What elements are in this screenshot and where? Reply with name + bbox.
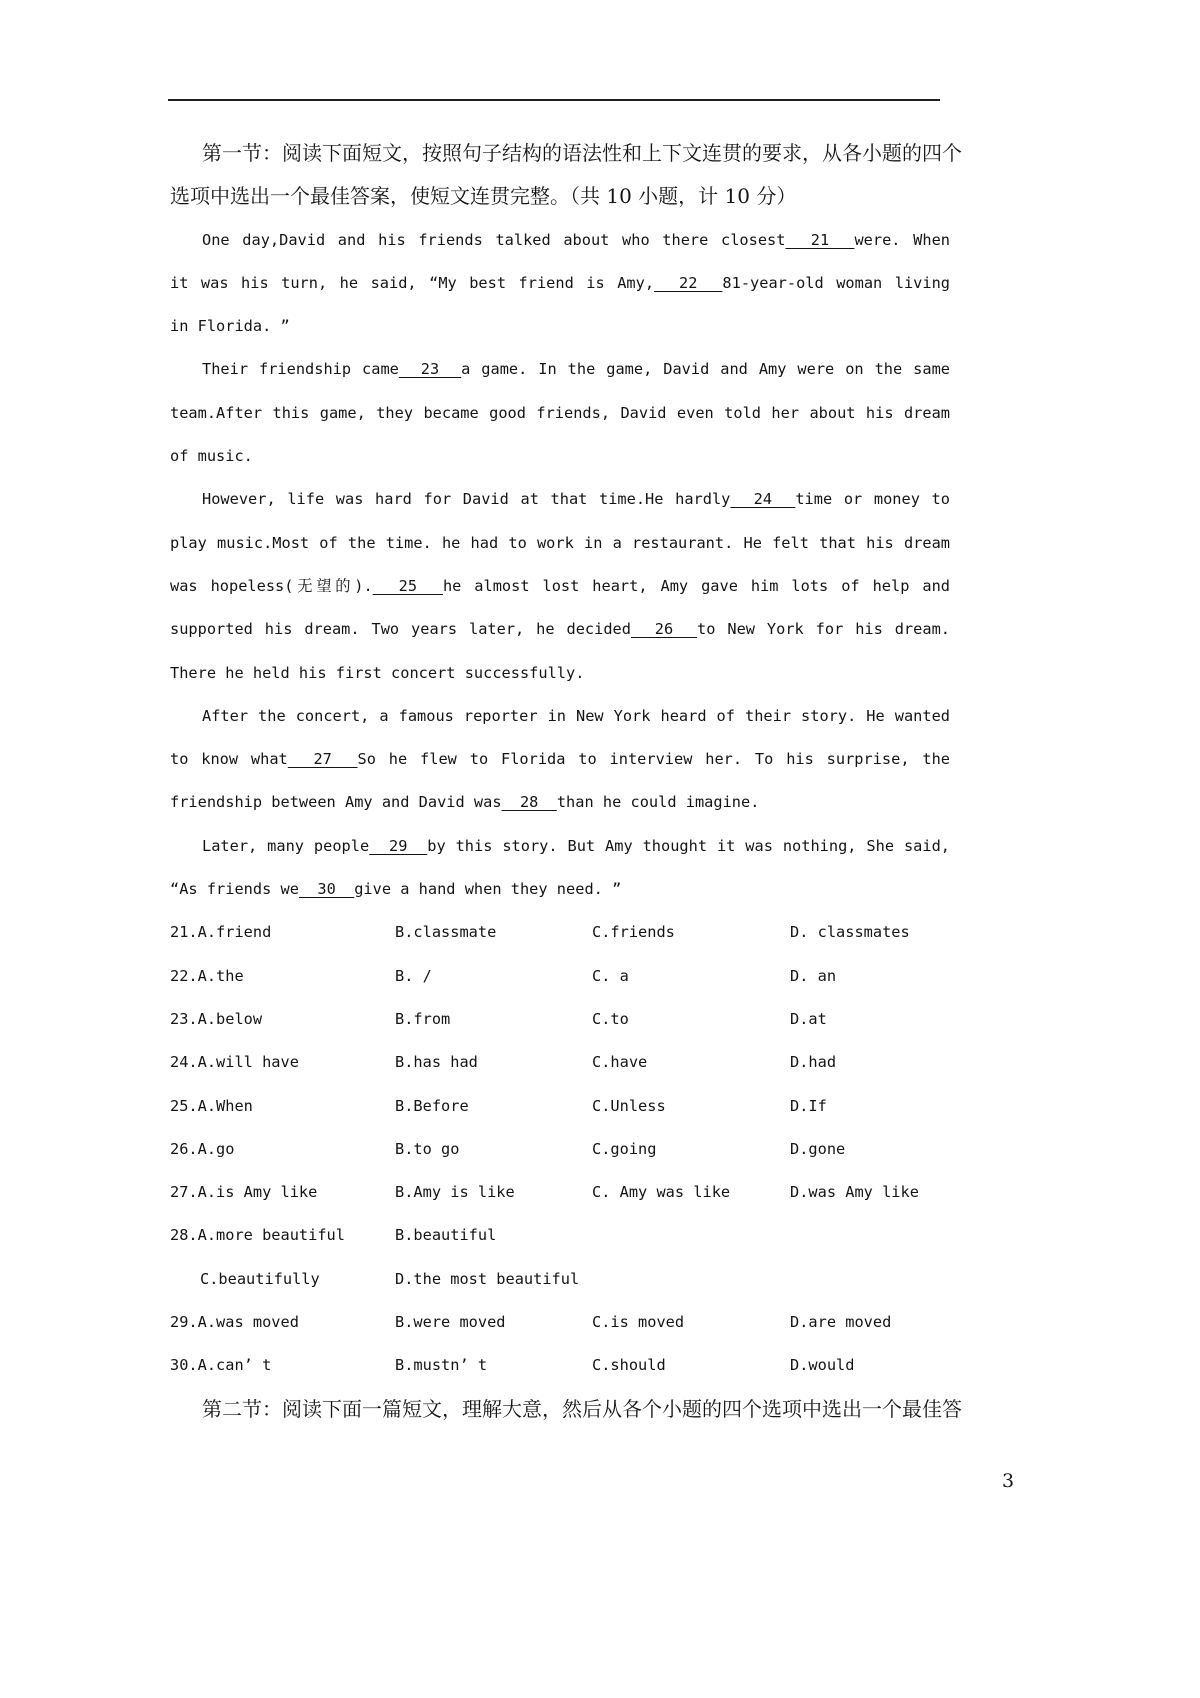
option-cell: 27.A.is Amy like (170, 1183, 318, 1202)
option-cell: 26.A.go (170, 1139, 235, 1158)
options-list (170, 911, 950, 1387)
option-cell: C.Unless (592, 1096, 666, 1115)
option-cell: C.going (592, 1139, 657, 1158)
passage-paragraph (170, 219, 950, 349)
blank-28: 28 (501, 793, 557, 812)
option-cell (790, 1258, 950, 1301)
instruction-line: 第二节：阅读下面一篇短文，理解大意，然后从各个小题的四个选项中选出一个最佳答 (202, 1396, 962, 1421)
option-cell: D.at (790, 1009, 827, 1028)
blank-21: 21 (785, 230, 855, 249)
option-cell: C.friends (592, 923, 675, 942)
option-cell: 21.A.friend (170, 923, 272, 942)
passage-line: play music.Most of the time. he had to work in a restaurant. He felt that his dream (170, 533, 950, 552)
passage-line: There he held his first concert successfully. (170, 663, 585, 682)
passage-line: was hopeless(无望的). 25 he almost lost heart, Amy gave him lots of help and (170, 576, 950, 595)
passage-line: to know what 27 So he flew to Florida to interview her. To his surprise, the (170, 750, 951, 769)
passage-paragraph (170, 825, 950, 912)
option-cell: C.beautifully (200, 1269, 320, 1288)
options-row (170, 1041, 950, 1084)
passage-line: “As friends we 30 give a hand when they need. ” (170, 880, 622, 899)
option-cell: B.beautiful (395, 1226, 497, 1245)
option-cell: B.Before (395, 1096, 469, 1115)
blank-23: 23 (398, 360, 462, 379)
option-cell: D.was Amy like (790, 1183, 919, 1202)
option-cell: D.gone (790, 1139, 846, 1158)
options-row (170, 1258, 950, 1301)
blank-22: 22 (654, 273, 723, 292)
passage-paragraph (170, 348, 950, 478)
passage-paragraph (170, 695, 950, 825)
option-cell: 22.A.the (170, 966, 244, 985)
option-cell: D.are moved (790, 1313, 892, 1332)
option-cell: B.mustn’ t (395, 1356, 488, 1375)
blank-26: 26 (630, 620, 698, 639)
instruction-line: 选项中选出一个最佳答案，使短文连贯完整。（共 10 小题，计 10 分） (170, 184, 797, 209)
option-cell: C. Amy was like (592, 1183, 731, 1202)
option-cell: 23.A.below (170, 1009, 263, 1028)
blank-24: 24 (730, 490, 796, 509)
passage-line: in Florida. ” (170, 317, 290, 336)
header-divider (168, 99, 940, 101)
option-cell: D.would (790, 1356, 855, 1375)
passage-line: friendship between Amy and David was 28 than he could imagine. (170, 793, 760, 812)
option-cell: B.classmate (395, 923, 497, 942)
option-cell: D.If (790, 1096, 827, 1115)
passage-line: After the concert, a famous reporter in New York heard of their story. He wanted (202, 706, 950, 725)
option-cell: 24.A.will have (170, 1053, 299, 1072)
options-row (170, 1085, 950, 1128)
option-cell: C.is moved (592, 1313, 685, 1332)
cloze-passage (170, 219, 950, 912)
option-cell: B.to go (395, 1139, 460, 1158)
option-cell (592, 1214, 790, 1257)
section2-instructions (170, 1388, 962, 1431)
option-cell: B.from (395, 1009, 451, 1028)
option-cell: C.to (592, 1009, 629, 1028)
passage-line: Later, many people 29 by this story. But Amy thought it was nothing, She said, (202, 836, 950, 855)
option-cell (790, 1214, 950, 1257)
option-cell: 30.A.can’ t (170, 1356, 272, 1375)
option-cell: C.have (592, 1053, 648, 1072)
passage-line: team.After this game, they became good friends, David even told her about his dream (170, 403, 950, 422)
option-cell: 29.A.was moved (170, 1313, 299, 1332)
options-row (170, 1171, 950, 1214)
option-cell: D.the most beautiful (395, 1269, 580, 1288)
blank-30: 30 (298, 880, 355, 899)
options-row (170, 911, 950, 954)
option-cell: 25.A.When (170, 1096, 253, 1115)
passage-line: Their friendship came 23 a game. In the game, David and Amy were on the same (202, 360, 950, 379)
options-row (170, 1128, 950, 1171)
blank-29: 29 (369, 836, 428, 855)
option-cell: 28.A.more beautiful (170, 1226, 345, 1245)
instruction-line: 第一节：阅读下面短文，按照句子结构的语法性和上下文连贯的要求，从各小题的四个 (202, 141, 962, 165)
options-row (170, 1301, 950, 1344)
options-row (170, 998, 950, 1041)
option-cell: D.had (790, 1053, 837, 1072)
passage-line: it was his turn, he said, “My best friend is Amy, 22 81-year-old woman living (170, 273, 950, 292)
option-cell: C.should (592, 1356, 666, 1375)
option-cell: B.were moved (395, 1313, 506, 1332)
options-row (170, 1344, 950, 1387)
option-cell: D. classmates (790, 923, 910, 942)
passage-line: One day,David and his friends talked about who there closest 21 were. When (202, 230, 950, 249)
option-cell (592, 1258, 790, 1301)
options-row (170, 955, 950, 998)
section1-instructions (170, 132, 962, 219)
option-cell: B. / (395, 966, 432, 985)
blank-25: 25 (372, 576, 443, 595)
options-row (170, 1214, 950, 1257)
page-content (170, 132, 962, 1431)
option-cell: B.has had (395, 1053, 478, 1072)
page-number: 3 (1002, 1470, 1015, 1492)
option-cell: B.Amy is like (395, 1183, 515, 1202)
option-cell: C. a (592, 966, 629, 985)
passage-line: However, life was hard for David at that time.He hardly 24 time or money to (202, 490, 950, 509)
passage-line: supported his dream. Two years later, he decided 26 to New York for his dream. (170, 620, 950, 639)
passage-line: of music. (170, 447, 253, 466)
option-cell: D. an (790, 966, 837, 985)
blank-27: 27 (287, 750, 358, 769)
passage-paragraph (170, 478, 950, 694)
